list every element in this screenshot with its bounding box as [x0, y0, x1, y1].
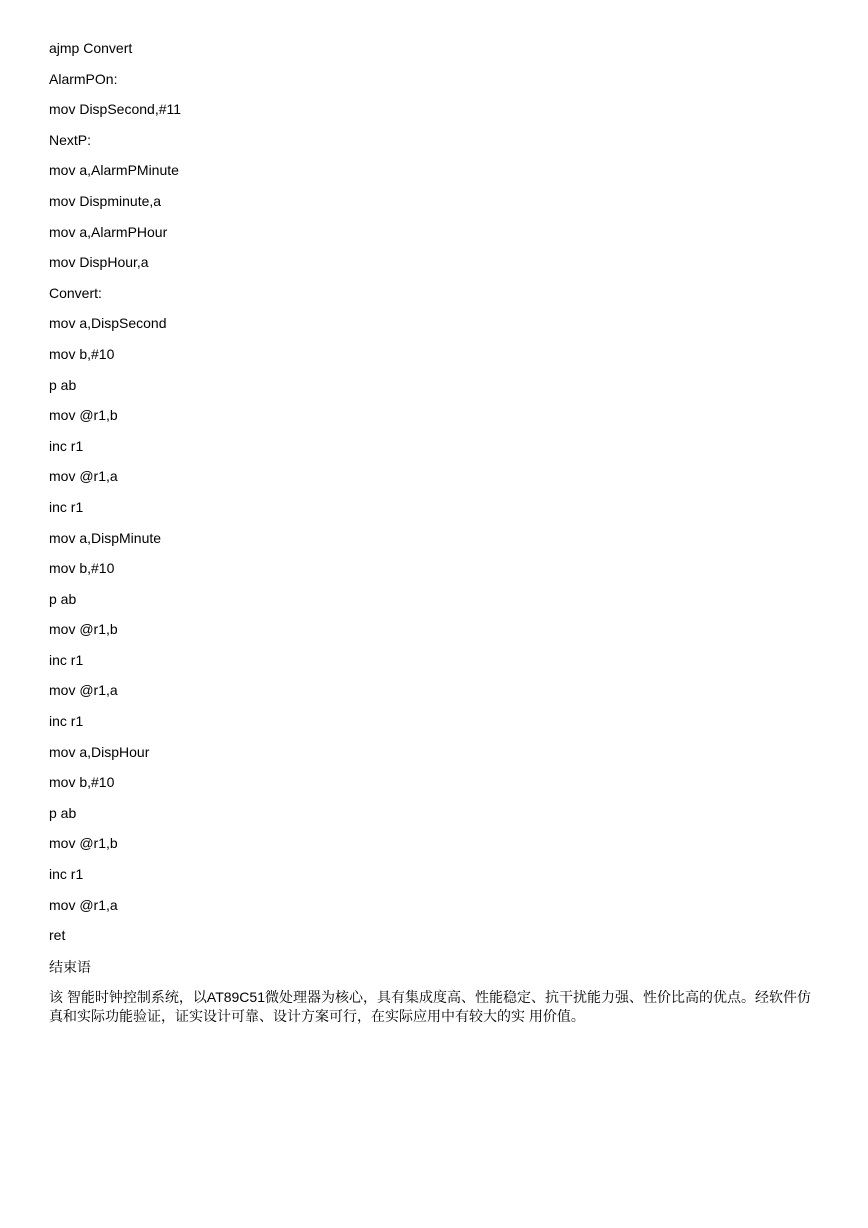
code-line: inc r1	[49, 498, 84, 515]
code-line: inc r1	[49, 651, 84, 668]
code-line: ajmp Convert	[49, 40, 133, 56]
code-line: p ab	[49, 590, 77, 607]
code-line: mov DispSecond,#11	[49, 101, 182, 118]
code-line: inc r1	[49, 713, 84, 730]
code-line: AlarmPOn:	[49, 70, 118, 87]
code-line: mov DispHour,a	[49, 254, 149, 271]
code-line: mov b,#10	[49, 560, 115, 577]
conclusion-heading: 结束语	[49, 959, 91, 975]
code-line: mov a,AlarmPMinute	[49, 162, 179, 179]
conclusion-paragraph: 该 智能时钟控制系统，以AT89C51微处理器为核心，具有集成度高、性能稳定、抗干扰能力强、性价比高的优点。经软件仿真和实际功能验证，证实设计可靠、设计方案可行，在实际应用中有较大的实 用价值。	[49, 989, 811, 1024]
code-line: mov Dispminute,a	[49, 192, 162, 209]
code-line: mov @r1,a	[49, 896, 118, 913]
code-line: mov @r1,b	[49, 835, 118, 852]
code-line: mov @r1,a	[49, 682, 118, 699]
code-line: mov a,DispMinute	[49, 529, 162, 546]
code-line: mov @r1,b	[49, 407, 118, 424]
code-line: mov @r1,b	[49, 621, 118, 638]
code-line: p ab	[49, 376, 77, 393]
code-line: mov a,DispSecond	[49, 315, 167, 332]
code-line: inc r1	[49, 437, 84, 454]
code-line: inc r1	[49, 866, 84, 883]
code-line: mov a,AlarmPHour	[49, 223, 168, 240]
code-line: Convert:	[49, 284, 102, 301]
code-line: p ab	[49, 804, 77, 821]
code-line: mov a,DispHour	[49, 743, 150, 760]
code-listing	[49, 38, 181, 956]
code-line: mov b,#10	[49, 774, 115, 791]
code-line: mov @r1,a	[49, 468, 118, 485]
code-line: ret	[49, 927, 66, 944]
code-line: NextP:	[49, 131, 92, 148]
code-line: mov b,#10	[49, 345, 115, 362]
